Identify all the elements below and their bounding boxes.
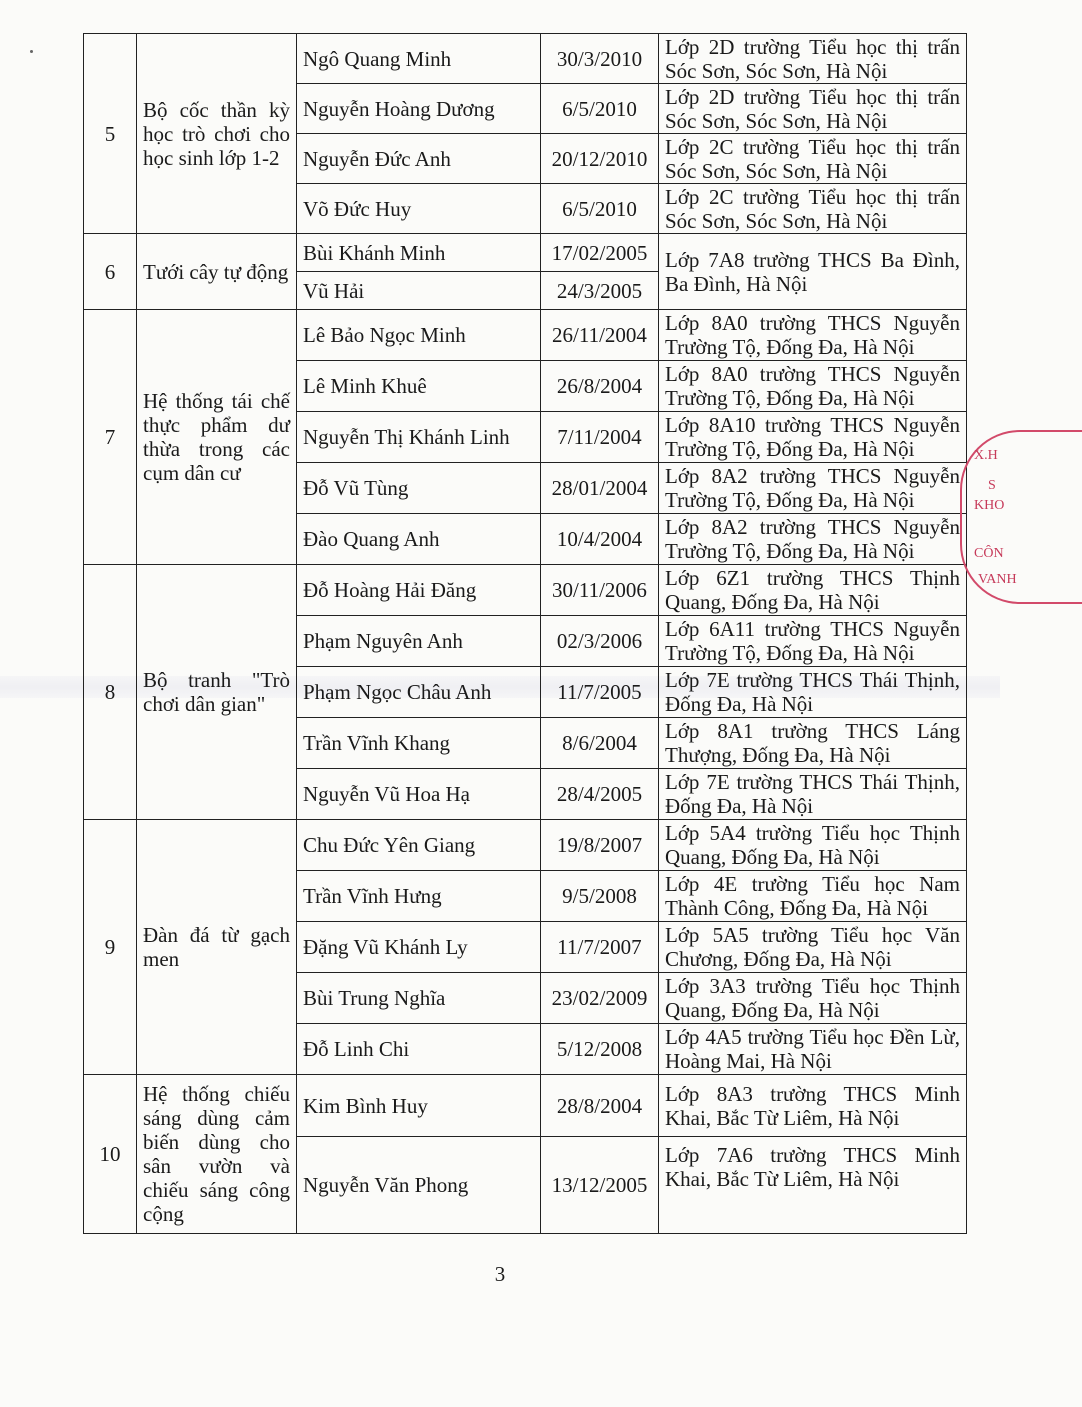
stamp-text: S	[988, 478, 996, 493]
student-name: Bùi Khánh Minh	[297, 234, 541, 272]
group-number: 9	[84, 820, 137, 1075]
participants-table	[83, 33, 967, 1234]
stamp-text: X.H	[974, 448, 998, 463]
student-name: Lê Minh Khuê	[297, 361, 541, 412]
school-info: Lớp 5A4 trường Tiểu học Thịnh Quang, Đống Đa, Hà Nội	[659, 820, 967, 871]
birth-date: 02/3/2006	[541, 616, 659, 667]
student-name: Đào Quang Anh	[297, 514, 541, 565]
school-info: Lớp 3A3 trường Tiểu học Thịnh Quang, Đống Đa, Hà Nội	[659, 973, 967, 1024]
group-number: 8	[84, 565, 137, 820]
student-name: Ngô Quang Minh	[297, 34, 541, 84]
school-info: Lớp 5A5 trường Tiểu học Văn Chương, Đống Đa, Hà Nội	[659, 922, 967, 973]
birth-date: 30/11/2006	[541, 565, 659, 616]
student-name: Bùi Trung Nghĩa	[297, 973, 541, 1024]
student-name: Trần Vĩnh Hưng	[297, 871, 541, 922]
scan-speck	[30, 50, 33, 53]
student-name: Nguyễn Vũ Hoa Hạ	[297, 769, 541, 820]
birth-date: 11/7/2007	[541, 922, 659, 973]
school-info: Lớp 7A8 trường THCS Ba Đình, Ba Đình, Hà Nội	[659, 234, 967, 310]
birth-date: 6/5/2010	[541, 184, 659, 234]
stamp-text: KHO	[974, 498, 1005, 513]
birth-date: 28/8/2004	[541, 1075, 659, 1137]
school-info: Lớp 7E trường THCS Thái Thịnh, Đống Đa, Hà Nội	[659, 769, 967, 820]
school-info: Lớp 6A11 trường THCS Nguyễn Trường Tộ, Đống Đa, Hà Nội	[659, 616, 967, 667]
student-name: Đỗ Linh Chi	[297, 1024, 541, 1075]
school-info: Lớp 8A0 trường THCS Nguyễn Trường Tộ, Đống Đa, Hà Nội	[659, 361, 967, 412]
birth-date: 8/6/2004	[541, 718, 659, 769]
school-info: Lớp 8A3 trường THCS Minh Khai, Bắc Từ Liêm, Hà Nội	[659, 1075, 967, 1137]
birth-date: 23/02/2009	[541, 973, 659, 1024]
student-name: Nguyễn Đức Anh	[297, 134, 541, 184]
student-name: Vũ Hải	[297, 272, 541, 310]
page-number: 3	[494, 1262, 506, 1286]
birth-date: 17/02/2005	[541, 234, 659, 272]
school-info: Lớp 2D trường Tiểu học thị trấn Sóc Sơn, Sóc Sơn, Hà Nội	[659, 34, 967, 84]
birth-date: 30/3/2010	[541, 34, 659, 84]
birth-date: 26/11/2004	[541, 310, 659, 361]
project-name: Bộ tranh "Trò chơi dân gian"	[137, 565, 297, 820]
student-name: Phạm Ngọc Châu Anh	[297, 667, 541, 718]
project-name: Đàn đá từ gạch men	[137, 820, 297, 1075]
birth-date: 10/4/2004	[541, 514, 659, 565]
group-number: 7	[84, 310, 137, 565]
birth-date: 9/5/2008	[541, 871, 659, 922]
school-info: Lớp 4E trường Tiểu học Nam Thành Công, Đống Đa, Hà Nội	[659, 871, 967, 922]
student-name: Đỗ Vũ Tùng	[297, 463, 541, 514]
birth-date: 5/12/2008	[541, 1024, 659, 1075]
school-info: Lớp 8A10 trường THCS Nguyễn Trường Tộ, Đống Đa, Hà Nội	[659, 412, 967, 463]
birth-date: 11/7/2005	[541, 667, 659, 718]
project-name: Hệ thống tái chế thực phẩm dư thừa trong các cụm dân cư	[137, 310, 297, 565]
table-row	[84, 234, 967, 272]
table-row	[84, 34, 967, 84]
student-name: Đặng Vũ Khánh Ly	[297, 922, 541, 973]
birth-date: 20/12/2010	[541, 134, 659, 184]
school-info: Lớp 4A5 trường Tiểu học Đền Lừ, Hoàng Mai, Hà Nội	[659, 1024, 967, 1075]
school-info: Lớp 8A1 trường THCS Láng Thượng, Đống Đa, Hà Nội	[659, 718, 967, 769]
student-name: Nguyễn Văn Phong	[297, 1137, 541, 1234]
school-info: Lớp 2D trường Tiểu học thị trấn Sóc Sơn, Sóc Sơn, Hà Nội	[659, 84, 967, 134]
birth-date: 28/01/2004	[541, 463, 659, 514]
birth-date: 7/11/2004	[541, 412, 659, 463]
project-name: Bộ cốc thần kỳ học trò chơi cho học sinh lớp 1-2	[137, 34, 297, 234]
birth-date: 28/4/2005	[541, 769, 659, 820]
birth-date: 24/3/2005	[541, 272, 659, 310]
project-name: Tưới cây tự động	[137, 234, 297, 310]
school-info: Lớp 7A6 trường THCS Minh Khai, Bắc Từ Liêm, Hà Nội	[659, 1137, 967, 1234]
table-row	[84, 1075, 967, 1137]
school-info: Lớp 7E trường THCS Thái Thịnh, Đống Đa, Hà Nội	[659, 667, 967, 718]
table-row	[84, 565, 967, 616]
school-info: Lớp 8A2 trường THCS Nguyễn Trường Tộ, Đống Đa, Hà Nội	[659, 514, 967, 565]
stamp-text: VANH	[978, 572, 1017, 587]
official-stamp	[960, 430, 1082, 604]
group-number: 6	[84, 234, 137, 310]
school-info: Lớp 8A0 trường THCS Nguyễn Trường Tộ, Đống Đa, Hà Nội	[659, 310, 967, 361]
project-name: Hệ thống chiếu sáng dùng cảm biến dùng cho sân vườn và chiếu sáng công cộng	[137, 1075, 297, 1234]
student-name: Chu Đức Yên Giang	[297, 820, 541, 871]
school-info: Lớp 2C trường Tiểu học thị trấn Sóc Sơn, Sóc Sơn, Hà Nội	[659, 184, 967, 234]
school-info: Lớp 2C trường Tiểu học thị trấn Sóc Sơn, Sóc Sơn, Hà Nội	[659, 134, 967, 184]
student-name: Phạm Nguyên Anh	[297, 616, 541, 667]
birth-date: 6/5/2010	[541, 84, 659, 134]
school-info: Lớp 8A2 trường THCS Nguyễn Trường Tộ, Đống Đa, Hà Nội	[659, 463, 967, 514]
student-name: Nguyễn Thị Khánh Linh	[297, 412, 541, 463]
school-info: Lớp 6Z1 trường THCS Thịnh Quang, Đống Đa, Hà Nội	[659, 565, 967, 616]
stamp-text: CÔN	[974, 546, 1004, 561]
table-row	[84, 310, 967, 361]
student-name: Võ Đức Huy	[297, 184, 541, 234]
student-name: Nguyễn Hoàng Dương	[297, 84, 541, 134]
birth-date: 13/12/2005	[541, 1137, 659, 1234]
student-name: Kim Bình Huy	[297, 1075, 541, 1137]
student-name: Lê Bảo Ngọc Minh	[297, 310, 541, 361]
group-number: 10	[84, 1075, 137, 1234]
birth-date: 19/8/2007	[541, 820, 659, 871]
student-name: Trần Vĩnh Khang	[297, 718, 541, 769]
table-row	[84, 820, 967, 871]
student-name: Đỗ Hoàng Hải Đăng	[297, 565, 541, 616]
birth-date: 26/8/2004	[541, 361, 659, 412]
group-number: 5	[84, 34, 137, 234]
